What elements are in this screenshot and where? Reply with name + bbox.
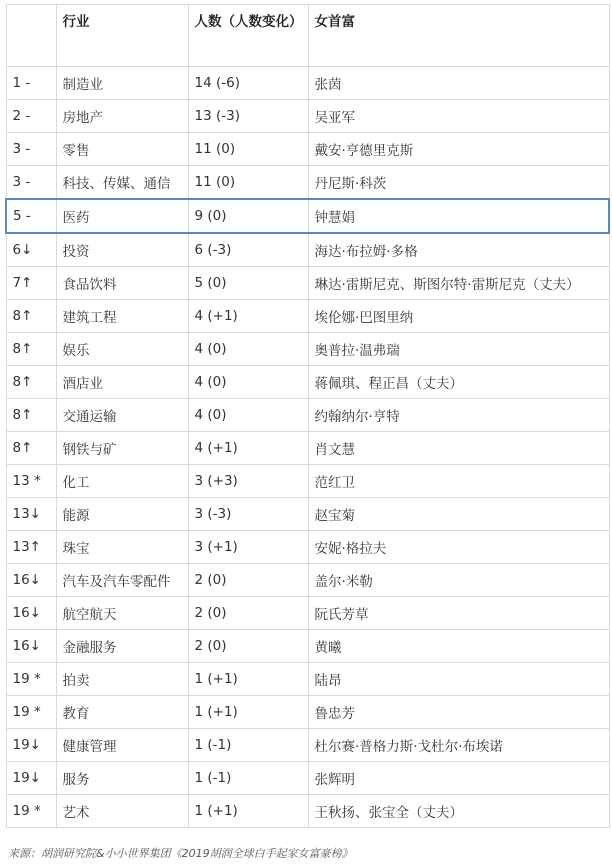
- name-cell: 阮氏芳草: [308, 597, 609, 630]
- count-cell: 1 (+1): [188, 795, 308, 828]
- name-cell: 张茵: [308, 67, 609, 100]
- count-cell: 4 (+1): [188, 300, 308, 333]
- industry-cell: 投资: [56, 233, 188, 267]
- header-count: 人数（人数变化）: [188, 5, 308, 67]
- table-row: [6, 166, 609, 200]
- rank-cell: 5 -: [6, 199, 56, 233]
- rank-cell: 13 *: [6, 465, 56, 498]
- name-cell: 杜尔赛·普格力斯·戈杜尔·布埃诺: [308, 729, 609, 762]
- count-cell: 2 (0): [188, 564, 308, 597]
- rank-cell: 1 -: [6, 67, 56, 100]
- industry-cell: 制造业: [56, 67, 188, 100]
- name-cell: 海达·布拉姆·多格: [308, 233, 609, 267]
- count-cell: 9 (0): [188, 199, 308, 233]
- industry-cell: 娱乐: [56, 333, 188, 366]
- name-cell: 王秋扬、张宝全（丈夫）: [308, 795, 609, 828]
- count-cell: 11 (0): [188, 166, 308, 200]
- name-cell: 奥普拉·温弗瑞: [308, 333, 609, 366]
- table-row: [6, 67, 609, 100]
- header-richest-woman: 女首富: [308, 5, 609, 67]
- industry-cell: 健康管理: [56, 729, 188, 762]
- industry-cell: 食品饮料: [56, 267, 188, 300]
- industry-cell: 医药: [56, 199, 188, 233]
- table-row: [6, 199, 609, 233]
- industry-cell: 科技、传媒、通信: [56, 166, 188, 200]
- industry-cell: 服务: [56, 762, 188, 795]
- table-row: [6, 564, 609, 597]
- rank-cell: 16↓: [6, 597, 56, 630]
- count-cell: 1 (-1): [188, 729, 308, 762]
- name-cell: 张辉明: [308, 762, 609, 795]
- rank-cell: 8↑: [6, 432, 56, 465]
- ranking-table: [5, 4, 610, 828]
- header-rank: [6, 5, 56, 67]
- count-cell: 4 (0): [188, 333, 308, 366]
- name-cell: 安妮·格拉夫: [308, 531, 609, 564]
- table-row: [6, 465, 609, 498]
- name-cell: 范红卫: [308, 465, 609, 498]
- count-cell: 13 (-3): [188, 100, 308, 133]
- count-cell: 2 (0): [188, 597, 308, 630]
- rank-cell: 3 -: [6, 133, 56, 166]
- name-cell: 赵宝菊: [308, 498, 609, 531]
- name-cell: 肖文慧: [308, 432, 609, 465]
- industry-cell: 珠宝: [56, 531, 188, 564]
- table-row: [6, 663, 609, 696]
- count-cell: 3 (-3): [188, 498, 308, 531]
- table-row: [6, 399, 609, 432]
- industry-cell: 金融服务: [56, 630, 188, 663]
- table-row: [6, 100, 609, 133]
- name-cell: 戴安·亨德里克斯: [308, 133, 609, 166]
- count-cell: 1 (+1): [188, 696, 308, 729]
- industry-cell: 钢铁与矿: [56, 432, 188, 465]
- table-row: [6, 795, 609, 828]
- industry-cell: 房地产: [56, 100, 188, 133]
- rank-cell: 19 *: [6, 795, 56, 828]
- rank-cell: 19 *: [6, 663, 56, 696]
- name-cell: 琳达·雷斯尼克、斯图尔特·雷斯尼克（丈夫）: [308, 267, 609, 300]
- rank-cell: 16↓: [6, 564, 56, 597]
- table-row: [6, 630, 609, 663]
- header-row: [6, 5, 609, 67]
- count-cell: 1 (+1): [188, 663, 308, 696]
- rank-cell: 8↑: [6, 300, 56, 333]
- name-cell: 钟慧娟: [308, 199, 609, 233]
- count-cell: 5 (0): [188, 267, 308, 300]
- name-cell: 埃伦娜·巴图里纳: [308, 300, 609, 333]
- rank-cell: 8↑: [6, 333, 56, 366]
- name-cell: 黄曦: [308, 630, 609, 663]
- table-row: [6, 333, 609, 366]
- count-cell: 4 (0): [188, 399, 308, 432]
- rank-cell: 19 *: [6, 696, 56, 729]
- table-row: [6, 762, 609, 795]
- rank-cell: 16↓: [6, 630, 56, 663]
- industry-cell: 能源: [56, 498, 188, 531]
- table-row: [6, 133, 609, 166]
- industry-cell: 汽车及汽车零配件: [56, 564, 188, 597]
- table-row: [6, 432, 609, 465]
- rank-cell: 13↓: [6, 498, 56, 531]
- table-row: [6, 233, 609, 267]
- industry-cell: 艺术: [56, 795, 188, 828]
- industry-cell: 航空航天: [56, 597, 188, 630]
- table-row: [6, 498, 609, 531]
- name-cell: 吴亚军: [308, 100, 609, 133]
- count-cell: 2 (0): [188, 630, 308, 663]
- rank-cell: 3 -: [6, 166, 56, 200]
- industry-cell: 交通运输: [56, 399, 188, 432]
- rank-cell: 19↓: [6, 762, 56, 795]
- name-cell: 丹尼斯·科茨: [308, 166, 609, 200]
- industry-cell: 教育: [56, 696, 188, 729]
- source-caption: 来源：胡润研究院&小小世界集团《2019胡润全球白手起家女富豪榜》: [8, 847, 353, 860]
- industry-cell: 零售: [56, 133, 188, 166]
- count-cell: 4 (0): [188, 366, 308, 399]
- rank-cell: 19↓: [6, 729, 56, 762]
- industry-cell: 拍卖: [56, 663, 188, 696]
- count-cell: 6 (-3): [188, 233, 308, 267]
- rank-cell: 7↑: [6, 267, 56, 300]
- table-row: [6, 597, 609, 630]
- industry-cell: 酒店业: [56, 366, 188, 399]
- count-cell: 1 (-1): [188, 762, 308, 795]
- rank-cell: 2 -: [6, 100, 56, 133]
- rank-cell: 6↓: [6, 233, 56, 267]
- industry-cell: 建筑工程: [56, 300, 188, 333]
- rank-cell: 8↑: [6, 366, 56, 399]
- table-row: [6, 729, 609, 762]
- name-cell: 蒋佩琪、程正昌（丈夫）: [308, 366, 609, 399]
- name-cell: 鲁忠芳: [308, 696, 609, 729]
- count-cell: 4 (+1): [188, 432, 308, 465]
- name-cell: 盖尔·米勒: [308, 564, 609, 597]
- industry-cell: 化工: [56, 465, 188, 498]
- rank-cell: 13↑: [6, 531, 56, 564]
- rank-cell: 8↑: [6, 399, 56, 432]
- table-row: [6, 531, 609, 564]
- table-row: [6, 696, 609, 729]
- count-cell: 3 (+3): [188, 465, 308, 498]
- count-cell: 14 (-6): [188, 67, 308, 100]
- header-industry: 行业: [56, 5, 188, 67]
- table-row: [6, 366, 609, 399]
- count-cell: 3 (+1): [188, 531, 308, 564]
- table-row: [6, 267, 609, 300]
- name-cell: 约翰纳尔·亨特: [308, 399, 609, 432]
- table-row: [6, 300, 609, 333]
- count-cell: 11 (0): [188, 133, 308, 166]
- name-cell: 陆昂: [308, 663, 609, 696]
